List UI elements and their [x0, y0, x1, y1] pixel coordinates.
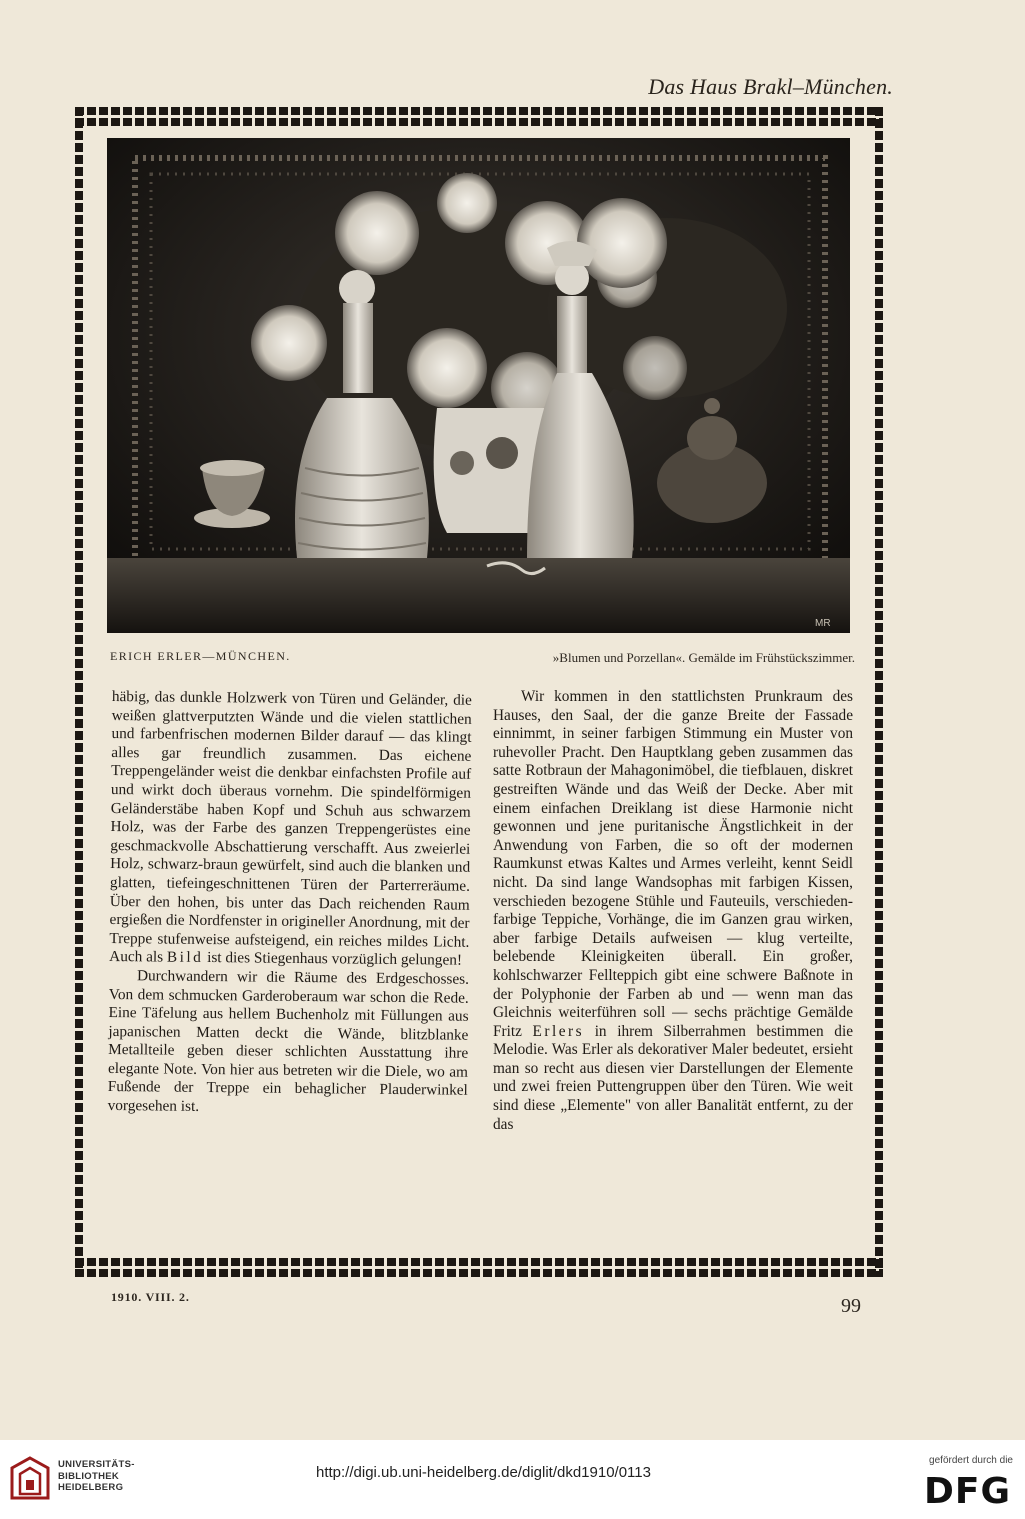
painting-illustration: [107, 138, 850, 633]
right-text-column: [493, 688, 853, 1134]
issue-label: 1910. VIII. 2.: [111, 1290, 190, 1304]
library-name-line-3: HEIDELBERG: [58, 1482, 124, 1493]
library-name-line-2: BIBLIOTHEK: [58, 1470, 120, 1482]
library-name[interactable]: [58, 1459, 135, 1494]
right-paragraph-1-end: in ihrem Silberrahmen bestimmen die Melodie. Was Erler als dekorativer Maler bedeutet, ersieht man so recht aus diesen vier Darstellungen der Elemente und zwei freien Puttengruppen über den Türen. Wie weit sind diese „Elemente" von aller Banalität entfernt, zu der das: [493, 1022, 853, 1133]
left-paragraph-1: [109, 688, 472, 971]
frame-bottom: [75, 1258, 883, 1266]
painting-monogram: MR: [815, 618, 831, 629]
library-name-line-1: UNIVERSITÄTS-: [58, 1459, 135, 1470]
library-logo-icon[interactable]: [10, 1456, 50, 1500]
dfg-logo[interactable]: DFG: [923, 1471, 1011, 1512]
permalink-url[interactable]: http://digi.ub.uni-heidelberg.de/diglit/dkd1910/0113: [316, 1464, 651, 1481]
left-paragraph-1-emphasis: Bild: [166, 948, 204, 967]
funded-by-label: gefördert durch die: [929, 1455, 1013, 1466]
caption-artist: ERICH ERLER—MÜNCHEN.: [110, 649, 291, 663]
frame-top-inner: [75, 118, 883, 126]
running-title: Das Haus Brakl–München.: [648, 74, 893, 99]
frame-left: [75, 107, 83, 1277]
left-paragraph-1-text: häbig, das dunkle Holzwerk von Türen und Geländer, die weißen glattverputzten Wände und die vielen stattlichen und farbenfrischen modernen Bilder darauf — das klingt alles gar freundlich zusammen. Das eichene Treppengeländer weist die denkbar einfachsten Profile auf und wirkt doch überaus vornehm. Die spindelförmigen Geländerstäbe haben Kopf und Schuh aus schwarzem Holz, was der Farbe des ganzen Treppengerüstes eine geschmackvolle Abschattierung verschafft. Aus zweierlei Holz, schwarz-braun gewürfelt, sind auch die blanken und glatten, tiefeingeschnittenen Türen der Parterreräume. Über den hohen, bis unter das Dach reichenden Raum ergießen die Nordfenster in origineller Anordnung, mit der Treppe stufenweise aufsteigend, ein reiches mildes Licht. Auch als: [109, 688, 472, 966]
right-paragraph-1-emphasis: Erlers: [532, 1022, 585, 1040]
caption-title: »Blumen und Porzellan«. Gemälde im Frühstückszimmer.: [552, 650, 855, 665]
right-paragraph-1-text: Wir kommen in den stattlichsten Prunkraum des Hauses, den Saal, der die ganze Breite der Fassade einnimmt, in seiner farbigen Stimmung ein Muster von ruhevoller Pracht. Den Hauptklang geben zusammen das satte Rotbraun der Mahagonimöbel, die tiefblauen, diskret gestreiften Wände und das Weiß der Decke. Aber mit einem einfachen Dreiklang ist diese Harmonie nicht gewonnen und jene puritanische Ängstlichkeit in der Anwendung von Farben, die so oft der modernen Raumkunst etwas Kaltes und Armes verleiht, kennt Seidl nicht. Da sind lange Wandsophas mit farbigen Kissen, verschieden bezogene Stühle und Fauteuils, verschieden-farbige Teppiche, Vorhänge, die im Ganzen grau wirken, aber farbige Details aufweisen — klug verteilte, belebende Kleinigkeiten überall. Ein großer, kohlschwarzer Fellteppich gibt eine schwere Baßnote in der Polyphonie der Farben ab und — wenn man das Gleichnis weiterführen soll — sechs prächtige Gemälde Fritz: [493, 688, 853, 1040]
viewer-bar: [0, 1440, 1025, 1519]
page-number: 99: [841, 1295, 861, 1317]
frame-right: [875, 107, 883, 1277]
left-paragraph-1-end: ist dies Stiegenhaus vorzüglich gelungen!: [207, 949, 463, 969]
right-paragraph-1: [493, 688, 853, 1134]
frame-bottom-inner: [75, 1269, 883, 1277]
left-paragraph-2: Durchwandern wir die Räume des Erdgeschosses. Von dem schmucken Garderoberaum war schon die Rede. Eine Täfelung aus hellem Buchenholz mit Füllungen aus japanischen Matten deckt die Wände, blitzblanke Metallteile geben dieser schlichten Ausstattung ihre elegante Note. Von hier aus betreten wir die Diele, wo am Fußende der Treppe ein behaglicher Plauderwinkel vorgesehen ist.: [107, 967, 470, 1115]
left-text-column: [108, 688, 472, 1119]
frame-top: [75, 107, 883, 115]
